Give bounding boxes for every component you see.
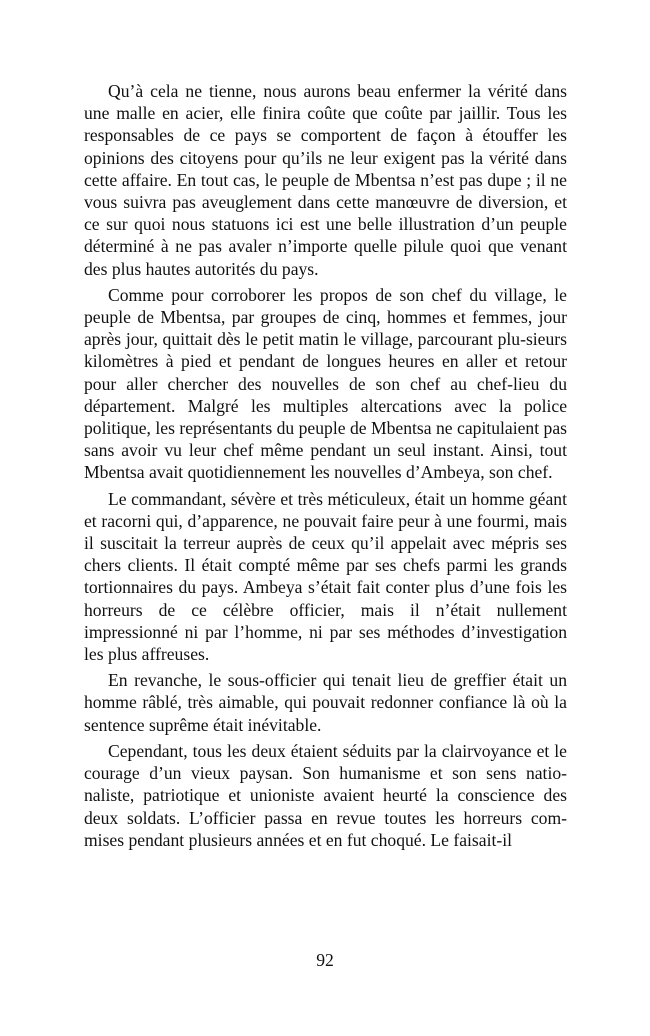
paragraph: Cependant, tous les deux étaient séduits par la clairvoyance et le courage d’un vieux paysan. Son humanisme et son sens natio-naliste, patriotique et unioniste avaient heurté la conscience des deux soldats. L’officier passa en revue toutes les horreurs com-mises pendant plusieurs années et en fut choqué. Le faisait-il xyxy=(84,740,567,850)
paragraph: En revanche, le sous-officier qui tenait lieu de greffier était un homme râblé, très aimable, qui pouvait redonner confiance là où la sentence suprême était inévitable. xyxy=(84,670,567,735)
paragraph: Le commandant, sévère et très méticuleux, était un homme géant et racorni qui, d’apparence, ne pouvait faire peur à une fourmi, mais il suscitait la terreur auprès de ceux qu’il appelait avec mépris ses chers clients. Il était compté même par ses chefs parmi les grands tortionnaires du pays. Ambeya s’était fait conter plus d’une fois les horreurs de ce célèbre officier, mais il n’était nullement impressionné ni par l’homme, ni par ses méthodes d’investigation les plus affreuses. xyxy=(84,488,567,665)
paragraph: Qu’à cela ne tienne, nous aurons beau enfermer la vérité dans une malle en acier, elle finira coûte que coûte par jaillir. Tous les responsables de ce pays se comportent de façon à étouffer les opinions des citoyens pour qu’ils ne leur exigent pas la vérité dans cette affaire. En tout cas, le peuple de Mbentsa n’est pas dupe ; il ne vous suivra pas aveuglement dans cette manœuvre de diversion, et ce sur quoi nous statuons ici est une belle illustration d’un peuple déterminé à ne pas avaler n’importe quelle pilule quoi que venant des plus hautes autorités du pays. xyxy=(84,81,567,279)
page-number: 92 xyxy=(316,950,334,970)
paragraph: Comme pour corroborer les propos de son chef du village, le peuple de Mbentsa, par groupes de cinq, hommes et femmes, jour après jour, quittait dès le petit matin le village, parcourant plu-sieurs kilomètres à pied et pendant de longues heures en aller et retour pour aller chercher des nouvelles de son chef au chef-lieu du département. Malgré les multiples altercations avec la police politique, les représentants du peuple de Mbentsa ne capitulaient pas sans avoir vu leur chef même pendant un seul instant. Ainsi, tout Mbentsa avait quotidiennement les nouvelles d’Ambeya, son chef. xyxy=(84,284,567,483)
body-text xyxy=(84,80,567,855)
